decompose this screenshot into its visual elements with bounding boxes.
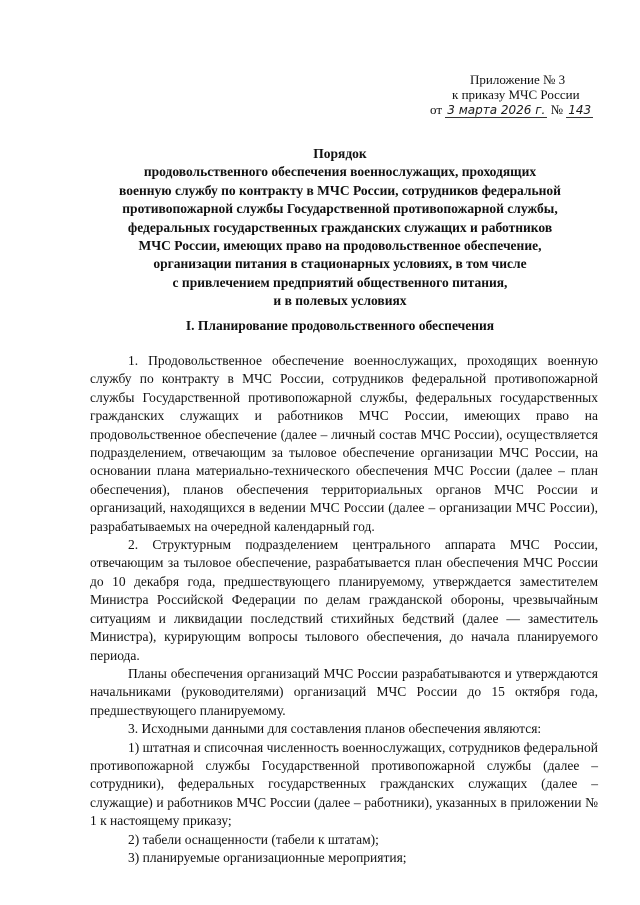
- appendix-reference: [430, 72, 620, 118]
- title-line: федеральных государственных гражданских служащих и работников: [127, 219, 553, 235]
- paragraph-3: 3. Исходными данными для составления планов обеспечения являются:: [128, 721, 542, 737]
- title-line: противопожарной службы Государственной противопожарной службы,: [122, 201, 558, 217]
- title-line: продовольственного обеспечения военнослужащих, проходящих: [143, 164, 537, 180]
- date-prefix: от: [430, 102, 443, 117]
- section-body: [90, 352, 598, 867]
- title-line: военную службу по контракту в МЧС России, сотрудников федеральной: [119, 182, 561, 198]
- title-heading: Порядок: [313, 146, 367, 161]
- section-heading: I. Планирование продовольственного обеспечения: [185, 318, 495, 333]
- list-item-1: 1) штатная и списочная численность военнослужащих, сотрудников федеральной противопожарной службы Государственной противопожарной службы (далее – сотрудники), федеральных государственных гражданских служащих (далее – служащие) и работников МЧС России (далее – работники), указанных в приложении № 1 к настоящему приказу;: [90, 739, 598, 829]
- paragraph-1: 1. Продовольственное обеспечение военнослужащих, проходящих военную службу по контракту в МЧС России, сотрудников федеральной противопожарной службы Государственной противопожарной службы, федеральных государственных гражданских служащих и работников МЧС России, имеющих право на продовольственное обеспечение (далее – личный состав МЧС России), осуществляется подразделением, отвечающим за тыловое обеспечение организации МЧС России, на основании плана материально-технического обеспечения МЧС России (далее – план обеспечения), планов обеспечения территориальных органов МЧС России и организаций, находящихся в ведении МЧС России (далее – организации МЧС России), разрабатываемых на очередной календарный год.: [90, 353, 598, 534]
- title-line: и в полевых условиях: [273, 293, 407, 309]
- paragraph-2: 2. Структурным подразделением центрального аппарата МЧС России, отвечающим за тыловое обеспечение, разрабатывается план обеспечения МЧС России до 10 декабря года, предшествующего планируемому, утверждается заместителем Министра Российской Федерации по делам гражданской обороны, чрезвычайным ситуациям и ликвидации последствий стихийных бедствий (далее — заместитель Министра), курирующим вопросы тылового обеспечения, до начала планируемого периода.: [90, 537, 598, 663]
- appendix-number: Приложение № 3: [470, 72, 566, 87]
- title-line: организации питания в стационарных условиях, в том числе: [153, 256, 527, 272]
- appendix-order-reference: к приказу МЧС России: [452, 87, 580, 102]
- list-item-3: 3) планируемые организационные мероприятия;: [128, 849, 407, 865]
- paragraph-2-continued: Планы обеспечения организаций МЧС России разрабатываются и утверждаются начальниками (руководителями) организаций МЧС России до 15 октября года, предшествующего планируемому.: [90, 665, 598, 718]
- number-prefix: №: [550, 102, 564, 117]
- handwritten-number: 143: [568, 103, 592, 117]
- title-line: МЧС России, имеющих право на продовольственное обеспечение,: [138, 238, 542, 254]
- title-line: с привлечением предприятий общественного питания,: [172, 274, 508, 290]
- list-item-2: 2) табели оснащенности (табели к штатам);: [128, 831, 379, 847]
- document-title: [80, 145, 600, 311]
- handwritten-date: 3 марта 2026 г.: [447, 103, 546, 117]
- appendix-date-line: [430, 102, 620, 118]
